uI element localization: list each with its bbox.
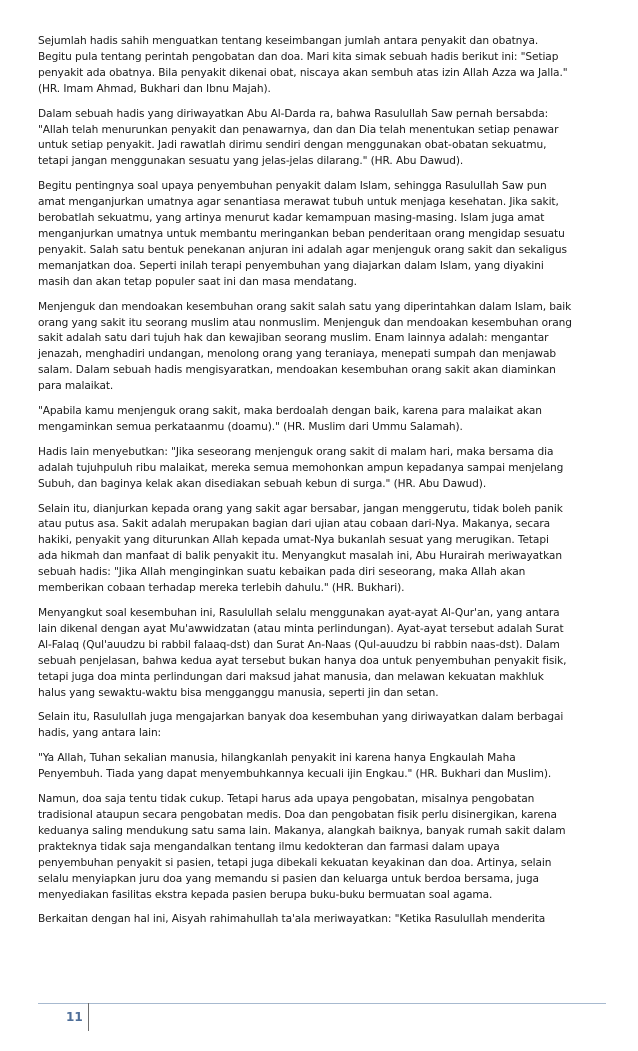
paragraph-3: Begitu pentingnya soal upaya penyembuhan penyakit dalam Islam, sehingga Rasulullah Saw pun amat menganjurkan umatnya agar senantiasa merawat tubuh untuk menjaga kesehatan. Jika sakit, berobatlah sekuatmu, yang artinya menurut kadar kemampuan masing-masing. Islam juga amat menganjurkan umatnya untuk membantu meringankan beban penderitaan orang mengidap sesuatu penyakit. Salah satu bentuk penekanan anjuran ini adalah agar menjenguk orang sakit dan sekaligus memanjatkan doa. Seperti inilah terapi penyembuhan yang diajarkan dalam Islam, yang diyakini masih dan akan tetap populer saat ini dan masa mendatang. xyxy=(38,180,567,288)
page-number: 11 xyxy=(66,1010,83,1024)
paragraph-7: Selain itu, dianjurkan kepada orang yang sakit agar bersabar, jangan menggerutu, tidak boleh panik atau putus asa. Sakit adalah merupakan bagian dari ujian atau cobaan dari-Nya. Makanya, secara hakiki, penyakit yang diturunkan Allah kepada umat-Nya bukanlah sesuat yang merugikan. Tetapi ada hikmah dan manfaat di balik penyakit itu. Menyangkut masalah ini, Abu Hurairah meriwayatkan sebuah hadis: "Jika Allah menginginkan suatu kebaikan pada diri seseorang, maka Allah akan memberikan cobaan terhadap mereka terlebih dahulu." (HR. Bukhari). xyxy=(38,502,563,595)
paragraph-6: Hadis lain menyebutkan: "Jika seseorang menjenguk orang sakit di malam hari, maka bersama dia adalah tujuhpuluh ribu malaikat, mereka semua memohonkan ampun kepadanya sampai menjelang Subuh, dan baginya kelak akan disediakan sebuah kebun di surga." (HR. Abu Dawud). xyxy=(38,445,564,490)
document-body xyxy=(38,34,606,937)
footer-rule xyxy=(38,1003,606,1004)
paragraph-1: Sejumlah hadis sahih menguatkan tentang keseimbangan jumlah antara penyakit dan obatnya. Begitu pula tentang perintah pengobatan dan doa. Mari kita simak sebuah hadis berikut ini: "Setiap penyakit ada obatnya. Bila penyakit dikenai obat, niscaya akan sembuh atas izin Allah Azza wa Jalla." (HR. Imam Ahmad, Bukhari dan Ibnu Majah). xyxy=(38,35,568,95)
paragraph-10: "Ya Allah, Tuhan sekalian manusia, hilangkanlah penyakit ini karena hanya Engkaulah Maha Penyembuh. Tiada yang dapat menyembuhkannya kecuali ijin Engkau." (HR. Bukhari dan Muslim). xyxy=(38,752,552,781)
paragraph-2: Dalam sebuah hadis yang diriwayatkan Abu Al-Darda ra, bahwa Rasulullah Saw pernah bersabda: "Allah telah menurunkan penyakit dan penawarnya, dan dan Dia telah menentukan setiap penawar untuk setiap penyakit. Jadi rawatlah dirimu sendiri dengan menggunakan obat-obatan sekuatmu, tetapi jangan menggunakan sesuatu yang jelas-jelas dilarang." (HR. Abu Dawud). xyxy=(38,107,559,168)
page-footer xyxy=(38,1003,606,1033)
paragraph-12: Berkaitan dengan hal ini, Aisyah rahimahullah ta'ala meriwayatkan: "Ketika Rasulullah menderita xyxy=(38,913,546,926)
paragraph-4: Menjenguk dan mendoakan kesembuhan orang sakit salah satu yang diperintahkan dalam Islam, baik orang yang sakit itu seorang muslim atau nonmuslim. Menjenguk dan mendoakan kesembuhan orang sakit adalah satu dari tujuh hak dan kewajiban seorang muslim. Enam lainnya adalah: mengantar jenazah, menghadiri undangan, menolong orang yang teraniaya, menepati sumpah dan menjawab salam. Dalam sebuah hadis mengisyaratkan, mendoakan kesembuhan orang sakit akan diaminkan para malaikat. xyxy=(38,300,572,393)
paragraph-9: Selain itu, Rasulullah juga mengajarkan banyak doa kesembuhan yang diriwayatkan dalam berbagai hadis, yang antara lain: xyxy=(38,711,564,740)
paragraph-5: "Apabila kamu menjenguk orang sakit, maka berdoalah dengan baik, karena para malaikat akan mengaminkan semua perkataanmu (doamu)." (HR. Muslim dari Ummu Salamah). xyxy=(38,405,542,433)
page-number-divider xyxy=(88,1003,89,1031)
paragraph-11: Namun, doa saja tentu tidak cukup. Tetapi harus ada upaya pengobatan, misalnya pengobatan tradisional ataupun secara pengobatan medis. Doa dan pengobatan fisik perlu disinergikan, karena keduanya saling mendukung satu sama lain. Makanya, alangkah baiknya, banyak rumah sakit dalam prakteknya tidak saja mengandalkan tentang ilmu kedokteran dan farmasi dalam upaya penyembuhan penyakit si pasien, tetapi juga dibekali kekuatan keyakinan dan doa. Artinya, selain selalu menyiapkan juru doa yang memandu si pasien dan keluarga untuk berdoa bersama, juga menyediakan fasilitas ekstra kepada pasien berupa buku-buku bermuatan soal agama. xyxy=(38,793,566,901)
paragraph-8: Menyangkut soal kesembuhan ini, Rasulullah selalu menggunakan ayat-ayat Al-Qur'an, yang antara lain dikenal dengan ayat Mu'awwidzatan (atau minta perlindungan). Ayat-ayat tersebut adalah Surat Al-Falaq (Qul'auudzu bi rabbil falaaq-dst) dan Surat An-Naas (Qul-auudzu bi rabbin naas-dst). Dalam sebuah penjelasan, bahwa kedua ayat tersebut bukan hanya doa untuk penyembuhan penyakit fisik, tetapi juga doa minta perlindungan dari maksud jahat manusia, dan melawan kekuatan makhluk halus yang sewaktu-waktu bisa mengganggu manusia, seperti jin dan setan. xyxy=(38,607,567,699)
